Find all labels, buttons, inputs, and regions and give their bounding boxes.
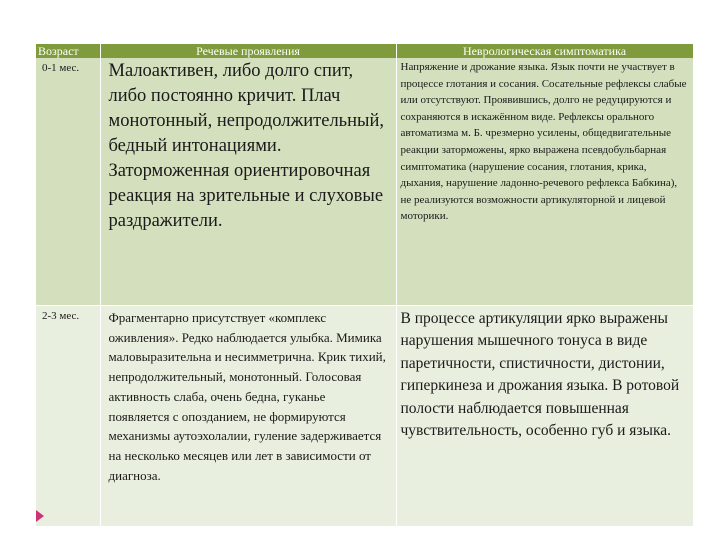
neuro-cell: Напряжение и дрожание языка. Язык почти не участвует в процессе глотания и сосания. Сосательные рефлексы слабые или отсутствуют. Проявившись, долго не редуцируются и сохраняются в искажённом виде. Рефлексы орального автоматизма м. Б. чрезмерно усилены, общедвигательные реакции заторможены, ярко выражена псевдобульбарная симптоматика (нарушение сосания, глотания, крика, дыхания, нарушение ладонно-речевого рефлекса Бабкина), не реализуются возможности артикуляторной и лицевой моторики.: [396, 58, 693, 306]
speech-cell: Малоактивен, либо долго спит, либо постоянно кричит. Плач монотонный, непродолжительный, бедный интонациями. Заторможенная ориентировочная реакция на зрительные и слуховые раздражители.: [100, 58, 396, 306]
table-row: [36, 306, 693, 527]
header-speech: Речевые проявления: [100, 44, 396, 58]
age-cell: 0-1 мес.: [36, 58, 100, 306]
neuro-cell: В процессе артикуляции ярко выражены нарушения мышечного тонуса в виде паретичности, спистичности, дистонии, гиперкинеза и дрожания языка. В ротовой полости наблюдается повышенная чувствительность, особенно губ и языка.: [396, 306, 693, 527]
table-header-row: [36, 44, 693, 58]
symptom-table-container: [36, 44, 693, 527]
speech-cell: Фрагментарно присутствует «комплекс оживления». Редко наблюдается улыбка. Мимика маловыразительна и несимметрична. Крик тихий, непродолжительный, монотонный. Голосовая активность слаба, очень бедна, гуканье появляется с опозданием, не формируются механизмы аутоэхолалии, гуление задерживается на несколько месяцев или лет в зависимости от диагноза.: [100, 306, 396, 527]
symptom-table: [36, 44, 694, 527]
table-row: [36, 58, 693, 306]
slide-marker-icon: [36, 510, 44, 522]
header-neuro: Неврологическая симптоматика: [396, 44, 693, 58]
age-cell: 2-3 мес.: [36, 306, 100, 527]
header-age: Возраст: [36, 44, 100, 58]
